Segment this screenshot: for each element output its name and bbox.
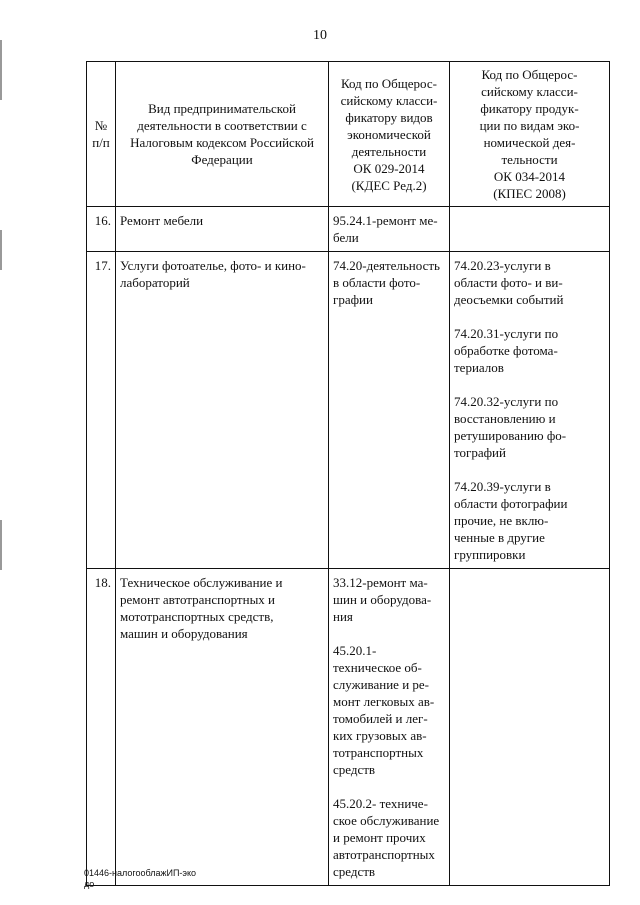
okved-code-cell [329, 252, 450, 569]
okved-code-entry: 74.20-деятельность в области фото- графии [333, 258, 440, 307]
okpd-code-entry: 74.20.32-услуги по восстановлению и ретушированию фо- тографий [454, 394, 567, 460]
okved-code-entry: 33.12-ремонт ма- шин и оборудова- ния [333, 575, 432, 624]
table-header-row [87, 62, 610, 207]
activity-type-cell: Ремонт мебели [116, 207, 329, 252]
okved-code-entry: 45.20.1- техническое об- служивание и ре- монт легковых ав- томобилей и лег- ких грузовых ав- тотранспортных средств [333, 643, 435, 777]
header-okved-code: Код по Общерос- сийскому класси- фикатору видов экономической деятельности ОК 029-2014 (КДЕС Ред.2) [329, 62, 450, 207]
row-number: 18. [87, 569, 116, 886]
activity-type-cell: Услуги фотоателье, фото- и кино- лабораторий [116, 252, 329, 569]
okpd-code-cell [450, 569, 610, 886]
okpd-code-entry: 74.20.39-услуги в области фотографии прочие, не вклю- ченные в другие группировки [454, 479, 568, 562]
okpd-code-cell [450, 252, 610, 569]
row-number: 17. [87, 252, 116, 569]
okpd-code-cell [450, 207, 610, 252]
activity-codes-table [86, 61, 610, 886]
page-number: 10 [313, 28, 327, 43]
okved-code-entry: 95.24.1-ремонт ме- бели [333, 213, 438, 245]
header-number: № п/п [87, 62, 116, 207]
row-number: 16. [87, 207, 116, 252]
table-row [87, 207, 610, 252]
table-row [87, 252, 610, 569]
okpd-code-entry: 74.20.23-услуги в области фото- и ви- деосъемки событий [454, 258, 564, 307]
header-okpd-code: Код по Общерос- сийскому класси- фикатору продук- ции по видам эко- номической дея- тельности ОК 034-2014 (КПЕС 2008) [450, 62, 610, 207]
document-footer: 01446-налогооблажИП-эко до [84, 868, 197, 889]
okved-code-entry: 45.20.2- техниче- ское обслуживание и ремонт прочих автотранспортных средств [333, 796, 440, 879]
okved-code-cell [329, 569, 450, 886]
header-activity-type: Вид предпринимательской деятельности в соответствии с Налоговым кодексом Российской Федерации [116, 62, 329, 207]
table-row [87, 569, 610, 886]
okpd-code-entry: 74.20.31-услуги по обработке фотома- териалов [454, 326, 559, 375]
scan-edge-marks [0, 0, 3, 905]
activity-type-cell: Техническое обслуживание и ремонт автотранспортных и мототранспортных средств, машин и оборудования [116, 569, 329, 886]
okved-code-cell [329, 207, 450, 252]
